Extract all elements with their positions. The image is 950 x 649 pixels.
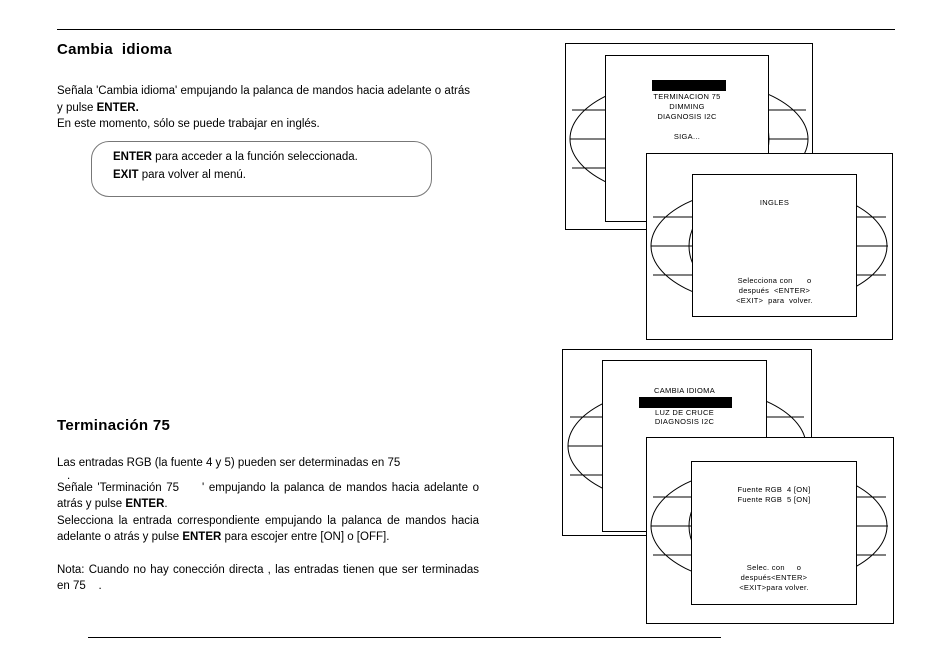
figure1-front-menu <box>692 174 857 317</box>
menu-item: SIGA... <box>673 132 701 141</box>
footer-line: después <ENTER> <box>738 286 811 295</box>
section1-body <box>57 83 470 133</box>
section2-note: Nota: Cuando no hay conección directa , las entradas tienen que ser terminadas en 75 . <box>57 563 483 592</box>
section2-p1-dot: . <box>67 469 71 482</box>
section2-p2: Señale 'Terminación 75 ' empujando la palanca de mandos hacia adelante o atrás y pulse ENTER. <box>57 481 483 510</box>
menu-item: DIAGNOSIS I2C <box>654 417 715 426</box>
menu-item: CAMBIA IDIOMA <box>654 386 715 395</box>
bottom-rule <box>88 637 721 638</box>
section2-body <box>57 455 483 595</box>
menu-item: TERMINACION 75 <box>653 92 721 101</box>
menu-title: INGLES <box>759 198 790 207</box>
menu-item: DIMMING <box>669 102 705 111</box>
menu-item: Fuente RGB 4 [ON] <box>737 485 811 494</box>
callout-exit-line: EXIT para volver al menú. <box>113 169 246 181</box>
footer-line: después<ENTER> <box>740 573 808 582</box>
callout-enter-line: ENTER para acceder a la función seleccionada. <box>113 151 358 163</box>
menu-item: DIAGNOSIS I2C <box>657 112 717 121</box>
section1-paragraph: Señala 'Cambia idioma' empujando la palanca de mandos hacia adelante o atrás y pulse ENTER. <box>57 85 470 114</box>
footer-line: <EXIT>para volver. <box>739 583 809 592</box>
enter-exit-callout <box>91 141 432 197</box>
menu-item: Fuente RGB 5 [ON] <box>737 495 811 504</box>
selection-highlight <box>639 397 732 408</box>
section1-note: En este momento, sólo se puede trabajar en inglés. <box>57 118 320 130</box>
footer-line: <EXIT> para volver. <box>736 296 813 305</box>
section-heading-terminacion-75: Terminación 75 <box>57 417 171 434</box>
section2-p3: Selecciona la entrada correspondiente empujando la palanca de mandos hacia adelante o atrás y pulse ENTER para escojer entre [ON] o [OFF]. <box>57 514 479 543</box>
top-rule <box>57 29 895 30</box>
section2-p1: Las entradas RGB (la fuente 4 y 5) pueden ser determinadas en 75 <box>57 457 401 469</box>
section-heading-cambia-idioma: Cambia idioma <box>57 41 173 58</box>
figure2-front-menu <box>691 461 857 605</box>
footer-line: Selec. con o <box>746 563 802 572</box>
footer-line: Selecciona con o <box>737 276 812 285</box>
menu-item: LUZ DE CRUCE <box>654 408 715 417</box>
selection-highlight <box>652 80 726 91</box>
